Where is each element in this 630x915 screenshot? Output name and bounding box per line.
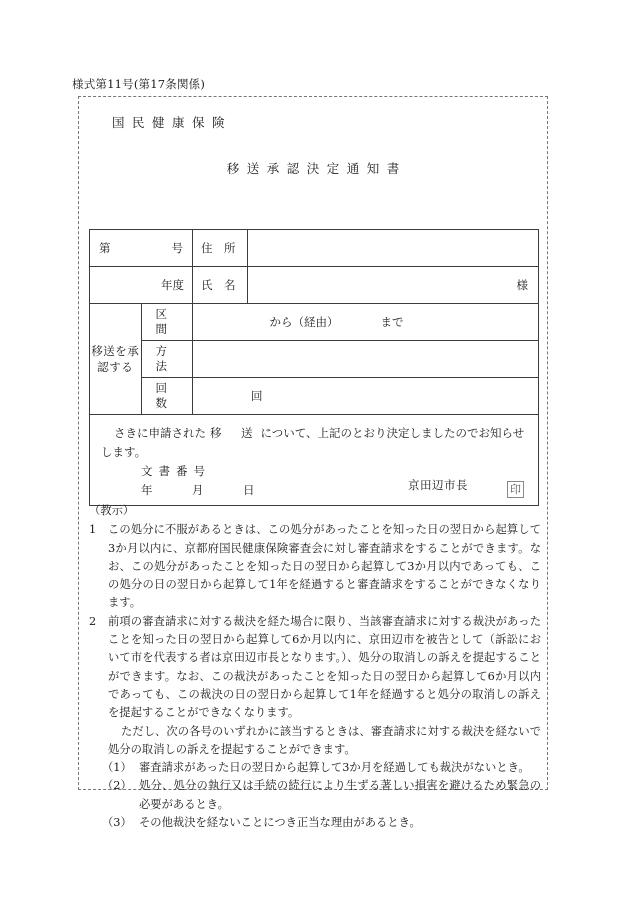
name-label: 氏 名 xyxy=(201,277,236,292)
sub-item-1-text: 審査請求があった日の翌日から起算して3か月を経過しても裁決がないとき。 xyxy=(139,761,530,775)
paragraph-1-text: この処分に不服があるときは、この処分があったことを知った日の翌日から起算して3か月以内に、京都府国民健康保険審査会に対し審査請求をすることができます。なお、この処分があったことを知った日の翌日から起算して3か月以内であっても、この処分の日の翌日から起算して1年を経過すると審査請求をすることができなくなります。 xyxy=(108,523,541,610)
approval-label: 移送を承認する xyxy=(91,344,140,374)
instructions-heading: （教示） xyxy=(89,504,135,517)
instructions-section xyxy=(89,502,541,832)
date-label: 年 月 日 xyxy=(141,482,269,497)
instruction-paragraph-1 xyxy=(89,521,541,612)
cell-fiscal-year xyxy=(90,267,193,304)
section-via: 経由） xyxy=(304,315,339,329)
form-number: 様式第11号(第17条関係) xyxy=(72,77,206,91)
sub-item-1-number: （1） xyxy=(102,761,132,775)
instruction-sub-item-2 xyxy=(89,777,541,814)
signer-name: 京田辺市長 xyxy=(408,478,468,493)
instruction-sub-item-1 xyxy=(89,759,541,777)
cell-statement xyxy=(90,415,539,506)
seal-stamp-icon: 印 xyxy=(507,481,524,498)
cell-name-value[interactable] xyxy=(248,267,539,304)
cell-address-label xyxy=(193,230,248,267)
paragraph-2-number: 2 xyxy=(89,614,97,628)
cell-count-value[interactable] xyxy=(193,378,539,415)
paragraph-2-proviso: ただし、次の各号のいずれかに該当するときは、審査請求に対する裁決を経ないで処分の取消しの訴えを提起することができます。 xyxy=(108,724,541,756)
paragraph-2-text: 前項の審査請求に対する裁決を経た場合に限り、当該審査請求に対する裁決があったことを知った日の翌日から起算して6か月以内に、京田辺市を被告として（訴訟において市を代表する者は京田辺市長となります。）、処分の取消しの訴えを提起することができます。なお、この裁決があったことを知った日の翌日から起算して6か月以内であっても、この裁決の日の翌日から起算して1年を経過すると処分の取消しの訴えを提起することができなくなります。 xyxy=(108,614,541,720)
address-label: 住 所 xyxy=(201,240,236,255)
page-title: 移送承認決定通知書 xyxy=(226,161,407,176)
cell-method-label xyxy=(141,341,193,378)
table-row-method xyxy=(90,341,539,378)
method-label: 方 法 xyxy=(155,344,189,373)
document-number-prefix: 第 xyxy=(99,241,111,255)
sub-item-3-number: （3） xyxy=(102,816,132,830)
document-number-label: 文書番号 xyxy=(141,463,211,478)
sub-item-2-number: （2） xyxy=(102,779,132,793)
statement-text-a: さきに申請された xyxy=(114,426,206,440)
cell-section-value[interactable] xyxy=(193,304,539,341)
statement-line-1 xyxy=(101,424,527,443)
instruction-sub-item-3 xyxy=(89,814,541,832)
notification-form-sheet xyxy=(78,96,548,830)
name-honorific: 様 xyxy=(516,278,528,292)
cell-approval-label xyxy=(90,304,142,415)
cell-address-value[interactable] xyxy=(248,230,539,267)
section-value[interactable] xyxy=(193,314,538,330)
table-row-fiscal-year-name xyxy=(90,267,539,304)
notification-details-table xyxy=(89,229,539,506)
statement-line-2: します。 xyxy=(101,444,147,459)
cell-name-label xyxy=(193,267,248,304)
table-row-section xyxy=(90,304,539,341)
table-row-count xyxy=(90,378,539,415)
document-number-suffix: 号 xyxy=(171,241,183,255)
instruction-paragraph-2 xyxy=(89,613,541,759)
fiscal-year-label: 年度 xyxy=(161,277,184,292)
cell-count-label xyxy=(141,378,193,415)
cell-document-number xyxy=(90,230,193,267)
statement-text-b: について、上記のとおり決定しましたのでお知らせ xyxy=(260,426,525,440)
section-from: から（ xyxy=(269,315,304,329)
statement-subject: 移 送 xyxy=(210,426,257,440)
cell-method-value[interactable] xyxy=(193,341,539,378)
issuer-heading: 国民健康保険 xyxy=(112,115,233,130)
table-row-number-address xyxy=(90,230,539,267)
section-label: 区 間 xyxy=(155,307,189,336)
sub-item-2-text: 処分、処分の執行又は手続の続行により生ずる著しい損害を避けるため緊急の必要があるとき。 xyxy=(139,779,541,811)
count-unit: 回 xyxy=(251,388,263,403)
paragraph-1-number: 1 xyxy=(89,523,97,537)
table-row-statement xyxy=(90,415,539,506)
count-label: 回 数 xyxy=(155,381,189,410)
section-to: まで xyxy=(380,315,404,329)
cell-section-label xyxy=(141,304,193,341)
paragraph-2-body xyxy=(108,613,541,759)
sub-item-3-text: その他裁決を経ないことにつき正当な理由があるとき。 xyxy=(139,816,421,830)
